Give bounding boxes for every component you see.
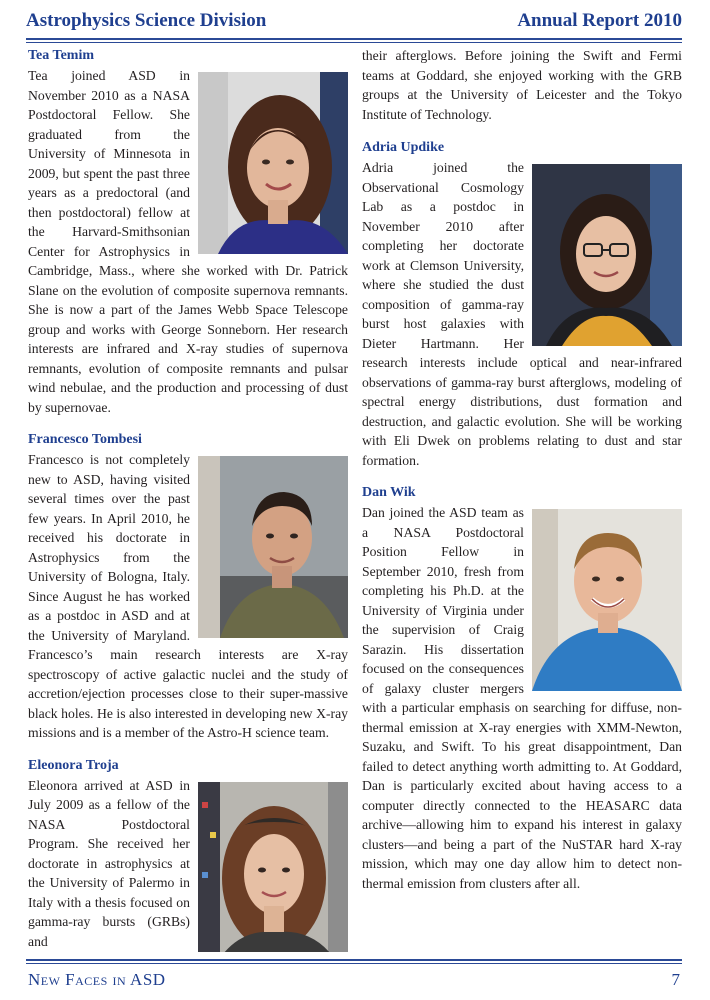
header-rule-thin: [26, 42, 682, 43]
portrait-photo-adria-updike: [532, 164, 682, 346]
portrait-photo-tea-temim: [198, 72, 348, 254]
page-number: 7: [671, 970, 680, 989]
division-title: Astrophysics Science Division: [26, 10, 267, 31]
profile-tea-temim: [28, 46, 348, 417]
left-column: [28, 46, 348, 952]
profile-adria-updike: [362, 138, 682, 470]
footer-rule: [26, 959, 682, 961]
person-name: Dan Wik: [362, 485, 416, 500]
profile-francesco-tombesi: [28, 430, 348, 743]
portrait-photo-eleonora-troja: [198, 782, 348, 953]
person-bio: Adria joined the Observational Cosmology Lab as a postdoc in November 2010 after completing her doctorate work at Clemson University, where she studied the dust composition of gamma-ray burst host galaxies with Dieter Hartmann. Her research interests include optical and near-infrared observations of gamma-ray burst afterglows, modeling of spectral energy distributions, dust formation and destruction, and galactic evolution. She will be working with Eli Dwek on problems relating to dust and star formation.: [362, 160, 682, 468]
person-bio: Francesco is not completely new to ASD, having visited several times over the past few years. In April 2010, he received his doctorate in Astrophysics from the University of Bologna, Italy. Since August he has worked as a postdoc in ASD and at the University of Maryland. Francesco’s main research interests are X-ray spectroscopy of active galactic nuclei and the study of accretion/ejection processes close to their super-massive black holes. He is also interested in developing new X-ray missions and is a member of the Astro-H science team.: [28, 452, 348, 740]
person-bio-continued: their afterglows. Before joining the Swift and Fermi teams at Goddard, she enjoyed working with the GRB groups at the University of Leicester and the Tokyo Institute of Technology.: [362, 48, 682, 122]
person-bio: Dan joined the ASD team as a NASA Postdoctoral Position Fellow in September 2010, fresh from completing his Ph.D. at the University of Virginia under the supervision of Craig Sarazin. His dissertation focused on the consequences of galaxy cluster mergers with a particular emphasis on searching for diffuse, non-thermal emission at X-ray energies with XMM-Newton, Suzaku, and Swift. To his great disappointment, Dan failed to detect anything worth admitting to. At Goddard, Dan is particularly excited about having access to a computer directly connected to the HEASARC data archive—allowing him to expand his interest in galaxy clusters—and being a part of the NuSTAR hard X-ray mission, which may one day allow him to detect non-thermal emission from clusters after all.: [362, 505, 682, 891]
person-name: Tea Temim: [28, 48, 94, 63]
report-title: Annual Report 2010: [517, 10, 682, 31]
portrait-photo-dan-wik: [532, 509, 682, 691]
profile-eleonora-troja: [28, 756, 348, 952]
profile-dan-wik: [362, 483, 682, 893]
page-header: [26, 10, 682, 36]
profile-eleonora-troja-continued: [362, 46, 682, 124]
right-column: [362, 46, 682, 952]
section-title: New Faces in ASD: [28, 970, 166, 989]
person-bio: Eleonora arrived at ASD in July 2009 as a fellow of the NASA Postdoctoral Program. She received her doctorate in astrophysics at the University of Palermo in Italy with a thesis focused on gamma-ray bursts (GRBs) and: [28, 777, 190, 949]
portrait-photo-francesco-tombesi: [198, 456, 348, 638]
person-name: Adria Updike: [362, 140, 445, 155]
person-name: Eleonora Troja: [28, 757, 119, 773]
header-rule: [26, 38, 682, 40]
person-bio: Tea joined ASD in November 2010 as a NASA Postdoctoral Fellow. She graduated from the University of Minnesota in 2009, but spent the past three years as a predoctoral (and then postdoctoral) fellow at the Harvard-Smithsonian Center for Astrophysics in Cambridge, Mass., where she worked with Dr. Patrick Slane on the evolution of composite supernova remnants. She is now a part of the James Webb Space Telescope group and works with George Sonneborn. Her research interests are infrared and X-ray studies of supernova remnants, evolution of composite remnants and pulsar wind nebulae, and the production and processing of dust by supernovae.: [28, 68, 348, 415]
person-name: Francesco Tombesi: [28, 432, 142, 447]
footer-rule-thin: [26, 963, 682, 964]
